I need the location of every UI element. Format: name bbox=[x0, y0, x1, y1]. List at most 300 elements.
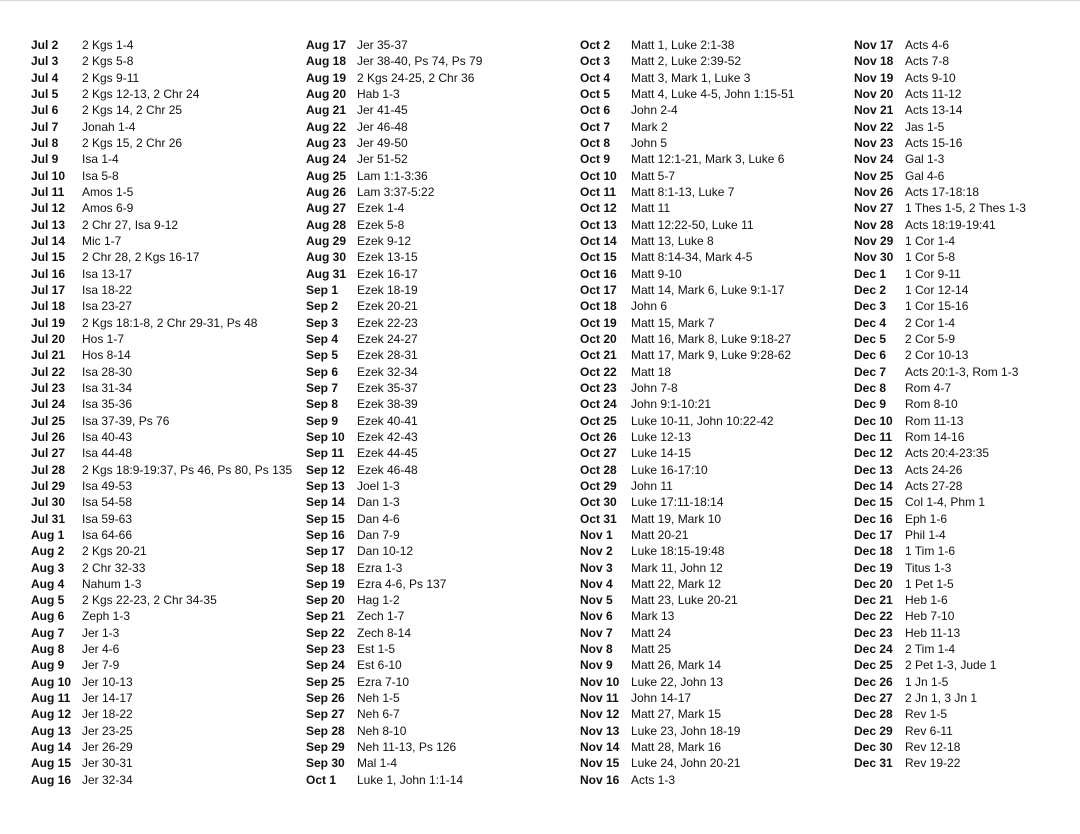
reading-row bbox=[306, 249, 482, 265]
reading-passage: Jer 14-17 bbox=[82, 691, 133, 706]
reading-row bbox=[580, 200, 794, 216]
reading-row bbox=[306, 690, 482, 706]
reading-date: Oct 26 bbox=[580, 429, 617, 444]
reading-row bbox=[580, 478, 794, 494]
reading-date: Sep 21 bbox=[306, 609, 345, 624]
reading-row bbox=[31, 690, 292, 706]
reading-passage: Rom 14-16 bbox=[905, 429, 965, 444]
reading-date: Sep 9 bbox=[306, 413, 339, 428]
reading-date: Dec 3 bbox=[854, 299, 887, 314]
reading-passage: Dan 10-12 bbox=[357, 544, 414, 559]
reading-row bbox=[306, 739, 482, 755]
reading-date: Oct 20 bbox=[580, 331, 617, 346]
reading-date: Jul 15 bbox=[31, 250, 66, 265]
reading-passage: Matt 3, Mark 1, Luke 3 bbox=[631, 70, 751, 85]
reading-passage: Jer 7-9 bbox=[82, 658, 120, 673]
reading-date: Aug 18 bbox=[306, 54, 347, 69]
reading-passage: Acts 17-18:18 bbox=[905, 184, 980, 199]
reading-row bbox=[854, 755, 1026, 771]
reading-row bbox=[31, 657, 292, 673]
reading-passage: Rev 6-11 bbox=[905, 723, 953, 738]
reading-passage: Isa 44-48 bbox=[82, 446, 133, 461]
reading-date: Aug 2 bbox=[31, 544, 65, 559]
reading-date: Oct 31 bbox=[580, 511, 617, 526]
reading-passage: 2 Kgs 12-13, 2 Chr 24 bbox=[82, 86, 200, 101]
reading-row bbox=[854, 119, 1026, 135]
reading-date: Sep 28 bbox=[306, 723, 345, 738]
reading-date: Oct 15 bbox=[580, 250, 617, 265]
reading-date: Jul 29 bbox=[31, 478, 66, 493]
reading-row bbox=[580, 331, 794, 347]
reading-passage: 2 Kgs 15, 2 Chr 26 bbox=[82, 135, 183, 150]
reading-passage: Jer 35-37 bbox=[357, 38, 408, 52]
reading-passage: 1 Cor 5-8 bbox=[905, 250, 956, 265]
reading-date: Aug 29 bbox=[306, 233, 347, 248]
reading-row bbox=[31, 380, 292, 396]
reading-passage: Isa 13-17 bbox=[82, 266, 133, 281]
reading-date: Dec 26 bbox=[854, 674, 893, 689]
reading-passage: Acts 1-3 bbox=[631, 772, 676, 787]
reading-date: Aug 22 bbox=[306, 119, 347, 134]
reading-row bbox=[31, 200, 292, 216]
reading-row bbox=[580, 592, 794, 608]
reading-date: Oct 14 bbox=[580, 233, 617, 248]
reading-passage: Amos 6-9 bbox=[82, 201, 134, 216]
reading-passage: Jer 49-50 bbox=[357, 135, 408, 150]
reading-date: Jul 22 bbox=[31, 364, 66, 379]
reading-row bbox=[580, 37, 794, 53]
reading-row bbox=[31, 739, 292, 755]
reading-date: Sep 6 bbox=[306, 364, 339, 379]
reading-passage: Isa 1-4 bbox=[82, 152, 119, 167]
reading-passage: Hag 1-2 bbox=[357, 593, 400, 608]
reading-row bbox=[306, 560, 482, 576]
reading-date: Oct 24 bbox=[580, 397, 617, 412]
reading-row bbox=[306, 674, 482, 690]
reading-row bbox=[854, 445, 1026, 461]
reading-row bbox=[854, 331, 1026, 347]
reading-date: Sep 2 bbox=[306, 299, 339, 314]
reading-passage: Matt 11 bbox=[631, 201, 671, 216]
reading-passage: Luke 1, John 1:1-14 bbox=[357, 772, 464, 787]
reading-date: Oct 9 bbox=[580, 152, 611, 167]
reading-row bbox=[31, 527, 292, 543]
reading-passage: Jer 18-22 bbox=[82, 707, 133, 722]
reading-date: Oct 4 bbox=[580, 70, 611, 85]
reading-passage: 1 Cor 15-16 bbox=[905, 299, 969, 314]
reading-date: Nov 16 bbox=[580, 772, 620, 787]
reading-passage: Mark 13 bbox=[631, 609, 675, 624]
reading-passage: Acts 20:4-23:35 bbox=[905, 446, 990, 461]
column-3 bbox=[580, 37, 794, 788]
reading-date: Aug 10 bbox=[31, 674, 72, 689]
reading-passage: 2 Kgs 18:1-8, 2 Chr 29-31, Ps 48 bbox=[82, 315, 258, 330]
reading-row bbox=[854, 413, 1026, 429]
reading-row bbox=[31, 723, 292, 739]
reading-row bbox=[31, 102, 292, 118]
reading-row bbox=[854, 37, 1026, 53]
reading-passage: 2 Chr 32-33 bbox=[82, 560, 146, 575]
reading-row bbox=[31, 560, 292, 576]
reading-passage: Matt 28, Mark 16 bbox=[631, 740, 722, 755]
reading-row bbox=[854, 70, 1026, 86]
reading-date: Aug 25 bbox=[306, 168, 347, 183]
reading-date: Dec 9 bbox=[854, 397, 887, 412]
reading-passage: Acts 24-26 bbox=[905, 462, 963, 477]
reading-row bbox=[306, 576, 482, 592]
reading-passage: Isa 37-39, Ps 76 bbox=[82, 413, 170, 428]
reading-passage: Acts 13-14 bbox=[905, 103, 963, 118]
column-2 bbox=[306, 37, 482, 788]
reading-passage: Luke 14-15 bbox=[631, 446, 692, 461]
reading-row bbox=[854, 576, 1026, 592]
reading-row bbox=[854, 396, 1026, 412]
reading-passage: Ezra 7-10 bbox=[357, 674, 410, 689]
reading-row bbox=[580, 739, 794, 755]
reading-passage: Lam 3:37-5:22 bbox=[357, 184, 435, 199]
reading-date: Nov 23 bbox=[854, 135, 894, 150]
reading-row bbox=[31, 494, 292, 510]
reading-passage: Neh 11-13, Ps 126 bbox=[357, 740, 457, 755]
reading-date: Oct 30 bbox=[580, 495, 617, 510]
reading-date: Sep 12 bbox=[306, 462, 345, 477]
reading-passage: Luke 16-17:10 bbox=[631, 462, 708, 477]
reading-passage: Luke 22, John 13 bbox=[631, 674, 724, 689]
reading-passage: Matt 9-10 bbox=[631, 266, 682, 281]
reading-date: Nov 5 bbox=[580, 593, 613, 608]
reading-date: Jul 30 bbox=[31, 495, 66, 510]
reading-row bbox=[854, 168, 1026, 184]
reading-passage: 2 Jn 1, 3 Jn 1 bbox=[905, 691, 978, 706]
reading-date: Nov 24 bbox=[854, 152, 894, 167]
reading-date: Nov 9 bbox=[580, 658, 613, 673]
reading-row bbox=[854, 592, 1026, 608]
reading-date: Aug 7 bbox=[31, 625, 65, 640]
reading-date: Jul 20 bbox=[31, 331, 66, 346]
reading-row bbox=[31, 135, 292, 151]
reading-passage: John 9:1-10:21 bbox=[631, 397, 712, 412]
reading-date: Jul 24 bbox=[31, 397, 66, 412]
reading-date: Nov 1 bbox=[580, 527, 613, 542]
reading-passage: Eph 1-6 bbox=[905, 511, 948, 526]
reading-date: Aug 23 bbox=[306, 135, 347, 150]
reading-date: Nov 13 bbox=[580, 723, 620, 738]
reading-row bbox=[854, 674, 1026, 690]
reading-date: Dec 11 bbox=[854, 429, 893, 444]
reading-row bbox=[854, 641, 1026, 657]
reading-row bbox=[854, 151, 1026, 167]
reading-date: Dec 1 bbox=[854, 266, 887, 281]
reading-passage: Ezek 44-45 bbox=[357, 446, 418, 461]
reading-row bbox=[306, 315, 482, 331]
reading-passage: Matt 2, Luke 2:39-52 bbox=[631, 54, 742, 69]
reading-row bbox=[306, 494, 482, 510]
reading-passage: Matt 27, Mark 15 bbox=[631, 707, 722, 722]
reading-date: Dec 8 bbox=[854, 380, 887, 395]
reading-date: Sep 29 bbox=[306, 740, 345, 755]
reading-passage: 2 Tim 1-4 bbox=[905, 642, 956, 657]
reading-row bbox=[854, 462, 1026, 478]
reading-passage: Ezek 18-19 bbox=[357, 282, 418, 297]
reading-passage: Isa 64-66 bbox=[82, 527, 133, 542]
reading-row bbox=[580, 772, 794, 788]
reading-date: Nov 18 bbox=[854, 54, 894, 69]
reading-row bbox=[31, 331, 292, 347]
reading-row bbox=[31, 511, 292, 527]
reading-row bbox=[580, 217, 794, 233]
reading-row bbox=[854, 249, 1026, 265]
reading-date: Oct 21 bbox=[580, 348, 617, 363]
reading-date: Nov 4 bbox=[580, 576, 613, 591]
reading-date: Dec 10 bbox=[854, 413, 893, 428]
reading-date: Oct 22 bbox=[580, 364, 617, 379]
reading-row bbox=[306, 657, 482, 673]
reading-row bbox=[580, 511, 794, 527]
reading-passage: Jer 23-25 bbox=[82, 723, 133, 738]
reading-passage: Heb 1-6 bbox=[905, 593, 948, 608]
reading-row bbox=[854, 347, 1026, 363]
reading-row bbox=[580, 445, 794, 461]
reading-passage: Ezek 35-37 bbox=[357, 380, 418, 395]
reading-passage: John 11 bbox=[631, 478, 673, 493]
reading-row bbox=[31, 576, 292, 592]
reading-passage: Ezek 9-12 bbox=[357, 233, 412, 248]
reading-row bbox=[580, 233, 794, 249]
reading-passage: Hos 8-14 bbox=[82, 348, 131, 363]
reading-row bbox=[306, 217, 482, 233]
reading-date: Aug 3 bbox=[31, 560, 65, 575]
reading-passage: Ezek 40-41 bbox=[357, 413, 418, 428]
reading-date: Jul 13 bbox=[31, 217, 66, 232]
reading-date: Sep 7 bbox=[306, 380, 339, 395]
reading-passage: Ezek 42-43 bbox=[357, 429, 418, 444]
reading-row bbox=[580, 298, 794, 314]
reading-date: Aug 17 bbox=[306, 38, 347, 52]
reading-passage: John 14-17 bbox=[631, 691, 692, 706]
reading-row bbox=[31, 364, 292, 380]
reading-row bbox=[306, 70, 482, 86]
reading-date: Aug 6 bbox=[31, 609, 65, 624]
reading-passage: Nahum 1-3 bbox=[82, 576, 142, 591]
reading-row bbox=[306, 527, 482, 543]
reading-passage: Ezek 5-8 bbox=[357, 217, 405, 232]
reading-row bbox=[306, 396, 482, 412]
reading-passage: Isa 23-27 bbox=[82, 299, 133, 314]
reading-row bbox=[580, 755, 794, 771]
reading-row bbox=[580, 674, 794, 690]
reading-row bbox=[306, 282, 482, 298]
reading-passage: Isa 31-34 bbox=[82, 380, 133, 395]
reading-passage: 2 Kgs 18:9-19:37, Ps 46, Ps 80, Ps 135 bbox=[82, 462, 293, 477]
reading-passage: Ezek 20-21 bbox=[357, 299, 418, 314]
reading-passage: Luke 17:11-18:14 bbox=[631, 495, 724, 510]
column-1 bbox=[31, 37, 292, 788]
reading-date: Oct 2 bbox=[580, 38, 611, 52]
reading-row bbox=[580, 364, 794, 380]
reading-date: Nov 17 bbox=[854, 38, 894, 52]
reading-date: Nov 12 bbox=[580, 707, 620, 722]
reading-passage: Rev 19-22 bbox=[905, 756, 961, 771]
reading-row bbox=[580, 706, 794, 722]
reading-date: Dec 16 bbox=[854, 511, 893, 526]
reading-passage: 2 Cor 5-9 bbox=[905, 331, 956, 346]
reading-date: Jul 11 bbox=[31, 184, 65, 199]
reading-passage: Zeph 1-3 bbox=[82, 609, 131, 624]
reading-date: Nov 21 bbox=[854, 103, 894, 118]
reading-row bbox=[580, 462, 794, 478]
reading-row bbox=[306, 53, 482, 69]
reading-passage: Zech 8-14 bbox=[357, 625, 412, 640]
reading-passage: 1 Pet 1-5 bbox=[905, 576, 954, 591]
reading-passage: Matt 5-7 bbox=[631, 168, 676, 183]
reading-passage: Jonah 1-4 bbox=[82, 119, 136, 134]
reading-row bbox=[854, 527, 1026, 543]
reading-row bbox=[580, 315, 794, 331]
reading-passage: Mal 1-4 bbox=[357, 756, 398, 771]
reading-passage: 2 Chr 27, Isa 9-12 bbox=[82, 217, 179, 232]
reading-row bbox=[306, 37, 482, 53]
reading-date: Jul 8 bbox=[31, 135, 59, 150]
reading-row bbox=[854, 657, 1026, 673]
reading-row bbox=[580, 494, 794, 510]
reading-row bbox=[580, 53, 794, 69]
reading-passage: Matt 19, Mark 10 bbox=[631, 511, 722, 526]
reading-row bbox=[306, 429, 482, 445]
reading-date: Sep 30 bbox=[306, 756, 345, 771]
reading-passage: Rom 8-10 bbox=[905, 397, 958, 412]
reading-row bbox=[854, 282, 1026, 298]
reading-row bbox=[31, 396, 292, 412]
reading-date: Dec 20 bbox=[854, 576, 893, 591]
reading-row bbox=[306, 200, 482, 216]
reading-passage: 2 Pet 1-3, Jude 1 bbox=[905, 658, 997, 673]
reading-passage: Matt 17, Mark 9, Luke 9:28-62 bbox=[631, 348, 792, 363]
reading-row bbox=[31, 413, 292, 429]
reading-date: Oct 19 bbox=[580, 315, 617, 330]
reading-date: Aug 1 bbox=[31, 527, 65, 542]
reading-row bbox=[31, 298, 292, 314]
reading-row bbox=[31, 168, 292, 184]
reading-passage: Acts 15-16 bbox=[905, 135, 963, 150]
reading-date: Jul 6 bbox=[31, 103, 59, 118]
reading-date: Oct 8 bbox=[580, 135, 611, 150]
reading-date: Nov 6 bbox=[580, 609, 613, 624]
reading-passage: Jer 30-31 bbox=[82, 756, 133, 771]
reading-passage: Ezek 13-15 bbox=[357, 250, 418, 265]
reading-passage: John 2-4 bbox=[631, 103, 678, 118]
reading-row bbox=[31, 53, 292, 69]
reading-date: Oct 16 bbox=[580, 266, 617, 281]
reading-date: Aug 19 bbox=[306, 70, 347, 85]
reading-passage: Hab 1-3 bbox=[357, 86, 400, 101]
reading-date: Sep 20 bbox=[306, 593, 345, 608]
reading-passage: 1 Thes 1-5, 2 Thes 1-3 bbox=[905, 201, 1026, 216]
reading-row bbox=[854, 380, 1026, 396]
reading-date: Sep 3 bbox=[306, 315, 339, 330]
reading-row bbox=[854, 560, 1026, 576]
reading-date: Nov 30 bbox=[854, 250, 894, 265]
reading-passage: Isa 18-22 bbox=[82, 282, 133, 297]
reading-row bbox=[31, 462, 292, 478]
reading-date: Aug 15 bbox=[31, 756, 72, 771]
reading-passage: Matt 15, Mark 7 bbox=[631, 315, 715, 330]
reading-passage: Joel 1-3 bbox=[357, 478, 400, 493]
reading-passage: Matt 8:1-13, Luke 7 bbox=[631, 184, 735, 199]
reading-row bbox=[31, 755, 292, 771]
reading-date: Dec 24 bbox=[854, 642, 893, 657]
reading-passage: 1 Jn 1-5 bbox=[905, 674, 949, 689]
reading-passage: Matt 20-21 bbox=[631, 527, 689, 542]
reading-row bbox=[306, 706, 482, 722]
reading-passage: Jer 41-45 bbox=[357, 103, 408, 118]
reading-row bbox=[306, 168, 482, 184]
reading-row bbox=[306, 723, 482, 739]
reading-passage: Acts 27-28 bbox=[905, 478, 963, 493]
reading-date: Dec 13 bbox=[854, 462, 893, 477]
reading-row bbox=[854, 429, 1026, 445]
reading-passage: Rom 4-7 bbox=[905, 380, 952, 395]
reading-passage: Est 6-10 bbox=[357, 658, 402, 673]
reading-passage: Heb 11-13 bbox=[905, 625, 961, 640]
reading-row bbox=[306, 298, 482, 314]
reading-row bbox=[306, 380, 482, 396]
reading-date: Sep 24 bbox=[306, 658, 345, 673]
reading-row bbox=[306, 511, 482, 527]
reading-date: Nov 14 bbox=[580, 740, 620, 755]
reading-passage: Titus 1-3 bbox=[905, 560, 952, 575]
reading-row bbox=[31, 347, 292, 363]
reading-row bbox=[580, 151, 794, 167]
top-border bbox=[0, 0, 1080, 1]
reading-date: Dec 19 bbox=[854, 560, 893, 575]
reading-date: Oct 1 bbox=[306, 772, 337, 787]
reading-date: Aug 11 bbox=[31, 691, 71, 706]
reading-date: Aug 12 bbox=[31, 707, 72, 722]
reading-date: Oct 23 bbox=[580, 380, 617, 395]
reading-passage: 2 Kgs 24-25, 2 Chr 36 bbox=[357, 70, 475, 85]
reading-row bbox=[306, 755, 482, 771]
reading-passage: 2 Chr 28, 2 Kgs 16-17 bbox=[82, 250, 200, 265]
reading-passage: 1 Cor 9-11 bbox=[905, 266, 961, 281]
reading-date: Sep 18 bbox=[306, 560, 345, 575]
reading-row bbox=[31, 184, 292, 200]
reading-date: Dec 21 bbox=[854, 593, 893, 608]
reading-passage: Isa 35-36 bbox=[82, 397, 133, 412]
reading-passage: Est 1-5 bbox=[357, 642, 396, 657]
reading-date: Aug 21 bbox=[306, 103, 347, 118]
reading-date: Jul 21 bbox=[31, 348, 66, 363]
reading-passage: Ezra 4-6, Ps 137 bbox=[357, 576, 447, 591]
reading-date: Nov 2 bbox=[580, 544, 613, 559]
reading-row bbox=[306, 135, 482, 151]
reading-row bbox=[580, 86, 794, 102]
reading-passage: Dan 7-9 bbox=[357, 527, 400, 542]
reading-passage: Acts 9-10 bbox=[905, 70, 956, 85]
reading-date: Dec 28 bbox=[854, 707, 893, 722]
reading-row bbox=[31, 641, 292, 657]
reading-passage: Ezek 28-31 bbox=[357, 348, 418, 363]
reading-date: Dec 12 bbox=[854, 446, 893, 461]
reading-row bbox=[306, 592, 482, 608]
reading-passage: Jer 10-13 bbox=[82, 674, 133, 689]
reading-row bbox=[306, 266, 482, 282]
reading-date: Dec 31 bbox=[854, 756, 893, 771]
reading-passage: Ezek 24-27 bbox=[357, 331, 418, 346]
reading-date: Jul 14 bbox=[31, 233, 66, 248]
reading-date: Sep 17 bbox=[306, 544, 345, 559]
reading-date: Dec 5 bbox=[854, 331, 887, 346]
reading-passage: 2 Kgs 22-23, 2 Chr 34-35 bbox=[82, 593, 217, 608]
